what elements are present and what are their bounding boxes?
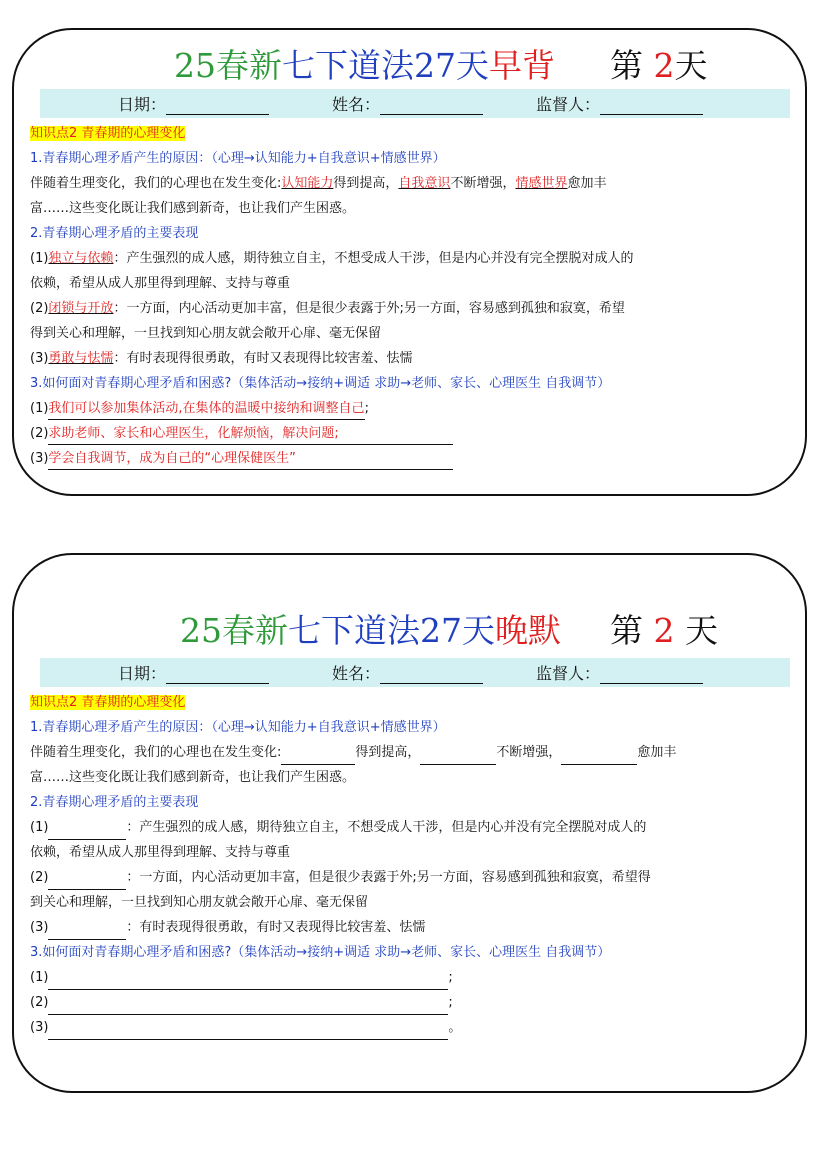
q2-item-2 [30,865,802,890]
supervisor-blank[interactable] [600,666,703,684]
card-body [30,690,802,1040]
date-label: 日期： [118,664,167,683]
title-blue: 七下道法27天 [288,611,495,650]
name-blank[interactable] [380,666,483,684]
card-title [14,40,805,90]
title-blue: 七下道法27天 [282,46,489,85]
question-2-heading: 2.青春期心理矛盾的主要表现 [30,226,199,241]
item-number: (1) [30,970,49,985]
q3-item-3 [30,1015,802,1040]
blank-courage[interactable] [48,922,126,940]
blank-openness[interactable] [48,872,126,890]
question-1-heading: 1.青春期心理矛盾产生的原因：（心理→认知能力+自我意识+情感世界） [30,151,446,166]
question-3-heading: 3.如何面对青春期心理矛盾和困惑?（集体活动→接纳+调适 求助→老师、家长、心理医生 自我调节） [30,945,611,960]
day-counter [610,605,718,652]
answer-emotion: 情感世界 [515,176,568,191]
q2-item-2-cont: 得到关心和理解，一旦找到知心朋友就会敞开心扉、毫无保留 [30,326,382,341]
day-prefix: 第 [610,46,643,85]
q3-item-2 [30,421,802,446]
title-red: 晚默 [495,611,561,650]
date-field[interactable] [118,661,269,684]
item-number: (3) [30,920,49,935]
item-number: (3) [30,451,49,466]
supervisor-field[interactable] [536,92,703,115]
name-label: 姓名： [332,664,381,683]
q1-text: 愈加丰 [567,176,607,191]
item-end: ; [448,970,453,985]
q2-item-3 [30,915,802,940]
item-number: (2) [30,426,49,441]
name-field[interactable] [332,661,483,684]
card-body [30,121,802,471]
day-number: 2 [653,611,675,650]
date-blank[interactable] [166,97,269,115]
item-text: ：一方面，内心活动更加丰富，但是很少表露于外;另一方面，容易感到孤独和寂寞，希望得 [126,870,651,885]
q3-item-3 [30,446,802,471]
q3-item-1 [30,396,802,421]
day-number: 2 [653,46,675,85]
q2-item-1 [30,246,802,271]
title-red: 早背 [489,46,555,85]
morning-card [12,28,807,496]
q1-line [30,740,802,765]
item-text: ：有时表现得很勇敢，有时又表现得比较害羞、怯懦 [113,351,413,366]
title-green: 25春新 [180,611,288,650]
card-title [14,605,805,655]
q2-item-2-cont: 到关心和理解，一旦找到知心朋友就会敞开心扉、毫无保留 [30,895,369,910]
q1-text: 得到提高， [333,176,399,191]
info-bar [40,658,790,687]
title-text [174,40,555,87]
answer-self-regulate: 学会自我调节，成为自己的“心理保健医生” [48,449,453,470]
q2-item-1-cont: 依赖，希望从成人那里得到理解、支持与尊重 [30,845,291,860]
question-3-heading: 3.如何面对青春期心理矛盾和困惑?（集体活动→接纳+调适 求助→老师、家长、心理医生 自我调节） [30,376,611,391]
day-suffix: 天 [685,611,718,650]
item-text: ：产生强烈的成人感，期待独立自主，不想受成人干涉，但是内心并没有完全摆脱对成人的 [113,251,634,266]
item-end: ; [448,995,453,1010]
blank-seek-help[interactable] [48,997,448,1015]
answer-seek-help: 求助老师、家长和心理医生，化解烦恼，解决问题; [48,424,453,445]
answer-self-awareness: 自我意识 [398,176,451,191]
name-label: 姓名： [332,95,381,114]
q1-text: 愈加丰 [637,745,677,760]
item-number: (1) [30,251,49,266]
q1-line-2: 富……这些变化既让我们感到新奇，也让我们产生困惑。 [30,201,356,216]
blank-cognition[interactable] [281,747,355,765]
name-blank[interactable] [380,97,483,115]
item-number: (1) [30,820,49,835]
q1-line [30,171,802,196]
item-number: (2) [30,870,49,885]
answer-courage: 勇敢与怯懦 [48,351,114,366]
day-counter [610,40,708,87]
item-text: ：有时表现得很勇敢，有时又表现得比较害羞、怯懦 [126,920,426,935]
name-field[interactable] [332,92,483,115]
q2-item-1 [30,815,802,840]
date-label: 日期： [118,95,167,114]
title-text [180,605,561,652]
item-end: ; [364,401,369,416]
answer-collective: 我们可以参加集体活动,在集体的温暖中接纳和调整自己 [48,399,364,420]
q1-text: 不断增强， [450,176,516,191]
item-text: ：一方面，内心活动更加丰富，但是很少表露于外;另一方面，容易感到孤独和寂寞，希望 [113,301,625,316]
blank-emotion[interactable] [561,747,637,765]
question-1-heading: 1.青春期心理矛盾产生的原因：（心理→认知能力+自我意识+情感世界） [30,720,446,735]
q1-text: 得到提高， [355,745,421,760]
q1-text: 伴随着生理变化，我们的心理也在发生变化: [30,176,282,191]
item-text: ：产生强烈的成人感，期待独立自主，不想受成人干涉，但是内心并没有完全摆脱对成人的 [126,820,647,835]
q3-item-2 [30,990,802,1015]
answer-cognition: 认知能力 [281,176,334,191]
knowledge-point-title: 知识点2 青春期的心理变化 [30,695,186,710]
date-field[interactable] [118,92,269,115]
item-number: (3) [30,351,49,366]
evening-card [12,553,807,1093]
day-prefix: 第 [610,611,643,650]
day-suffix: 天 [674,46,708,85]
answer-independence: 独立与依赖 [48,251,114,266]
q2-item-2 [30,296,802,321]
knowledge-point-title: 知识点2 青春期的心理变化 [30,126,186,141]
answer-openness: 闭锁与开放 [48,301,114,316]
item-number: (1) [30,401,49,416]
q3-item-1 [30,965,802,990]
q2-item-1-cont: 依赖，希望从成人那里得到理解、支持与尊重 [30,276,291,291]
item-end: 。 [448,1020,462,1035]
supervisor-label: 监督人： [536,95,601,114]
item-number: (3) [30,1020,49,1035]
question-2-heading: 2.青春期心理矛盾的主要表现 [30,795,199,810]
info-bar [40,89,790,118]
title-green: 25春新 [174,46,282,85]
supervisor-field[interactable] [536,661,703,684]
q1-line-2: 富……这些变化既让我们感到新奇，也让我们产生困惑。 [30,770,356,785]
item-number: (2) [30,995,49,1010]
supervisor-blank[interactable] [600,97,703,115]
blank-independence[interactable] [48,822,126,840]
q1-text: 伴随着生理变化，我们的心理也在发生变化: [30,745,282,760]
q1-text: 不断增强， [496,745,562,760]
item-number: (2) [30,301,49,316]
supervisor-label: 监督人： [536,664,601,683]
blank-self-regulate[interactable] [48,1022,448,1040]
date-blank[interactable] [166,666,269,684]
blank-collective[interactable] [48,972,448,990]
blank-self-awareness[interactable] [420,747,496,765]
q2-item-3 [30,346,802,371]
